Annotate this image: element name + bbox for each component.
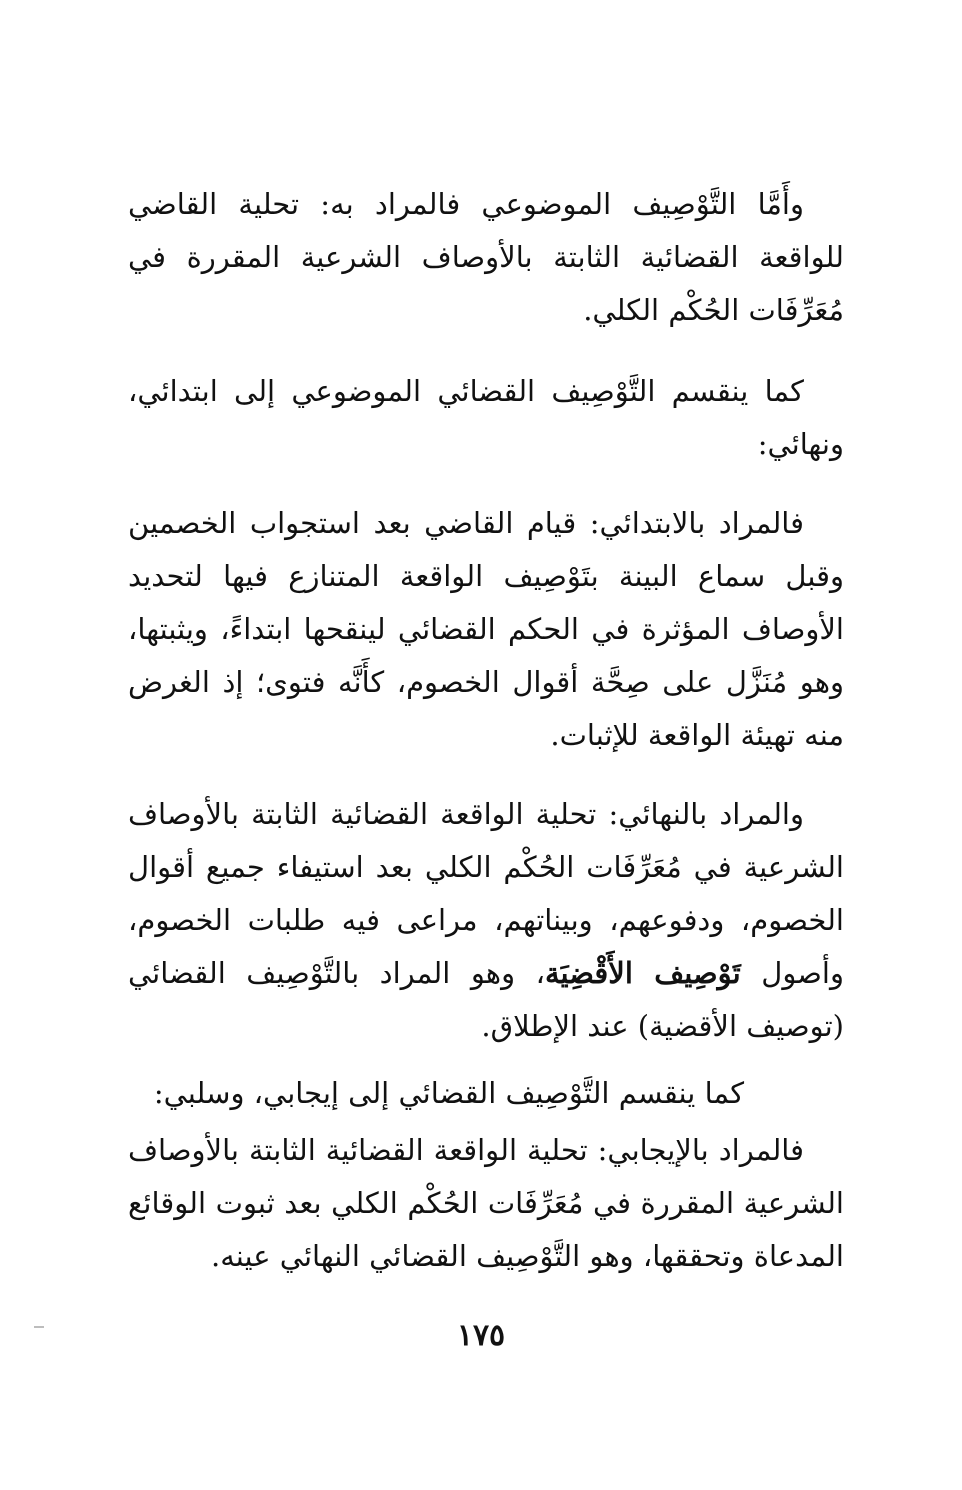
paragraph-initial-definition: فالمراد بالابتدائي: قيام القاضي بعد استجواب الخصمين وقبل سماع البينة بتَوْصِيف الواقعة المتنازع فيها لتحديد الأوصاف المؤثرة في الحكم القضائي لينقحها ابتداءً، ويثبتها، وهو مُنَزَّل على صِحَّة أقوال الخصوم، كأَنَّه فتوى؛ إذ الغرض منه تهيئة الواقعة للإثبات. <box>128 506 844 752</box>
bold-term: تَوْصِيف الأَقْضِيَة <box>544 956 741 990</box>
paragraph-objective-description: وأَمَّا التَّوْصِيف الموضوعي فالمراد به: تحلية القاضي للواقعة القضائية الثابتة بالأوصاف الشرعية المقررة في مُعَرِّفَات الحُكْم الكلي. <box>128 187 844 327</box>
page-number: ١٧٥ <box>456 1318 506 1353</box>
paragraph-division-positive-negative: كما ينقسم التَّوْصِيف القضائي إلى إيجابي، وسلبي: <box>153 1076 744 1110</box>
paragraph-positive-definition: فالمراد بالإيجابي: تحلية الواقعة القضائية الثابتة بالأوصاف الشرعية المقررة في مُعَرِّفَات الحُكْم الكلي بعد ثبوت الوقائع المدعاة وتحققها، وهو التَّوْصِيف القضائي النهائي عينه. <box>128 1133 844 1273</box>
paragraph-final-text-start: والمراد بالنهائي: تحلية الواقعة القضائية الثابتة بالأوصاف الشرعية في مُعَرِّفَات الحُكْم الكلي بعد استيفاء جميع أقوال الخصوم، ودفوعهم، وبيناتهم، مراعى فيه طلبات الخصوم، وأصول <box>128 797 844 990</box>
paragraph-division-initial-final: كما ينقسم التَّوْصِيف القضائي الموضوعي إلى ابتدائي، ونهائي: <box>128 374 844 461</box>
paragraph-final-definition <box>128 788 844 1053</box>
page-body <box>128 178 844 1311</box>
paragraph-final-text-end: ، وهو المراد بالتَّوْصِيف القضائي (توصيف الأقضية) عند الإطلاق. <box>128 956 844 1043</box>
margin-mark <box>34 1326 44 1328</box>
